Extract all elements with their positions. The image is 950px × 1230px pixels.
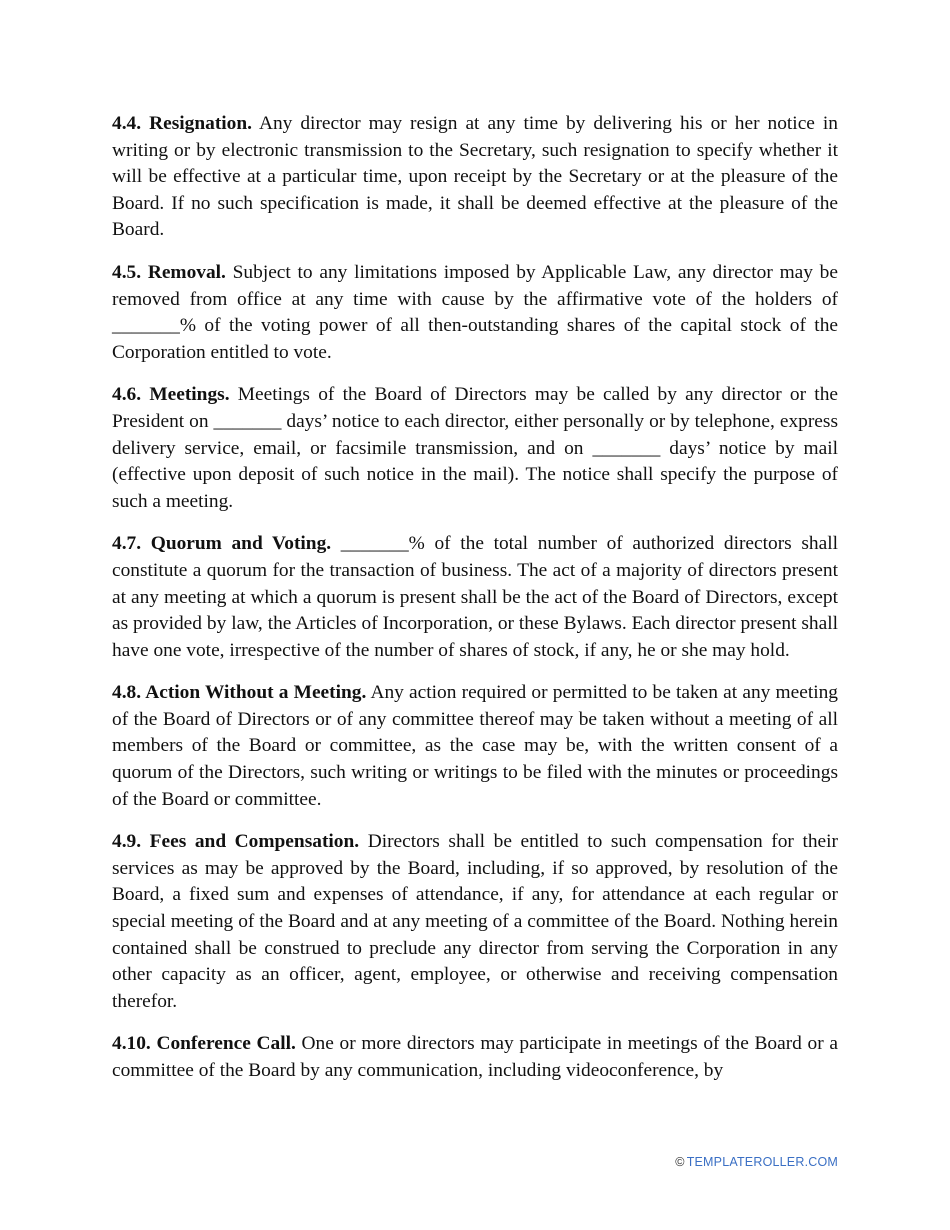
section-title: 4.10. Conference Call.	[112, 1033, 296, 1055]
section-meetings	[112, 382, 838, 515]
section-body: _______% of the total number of authorized directors shall constitute a quorum for the transaction of business. The act of a majority of directors present at any meeting at which a quorum is present shall be the act of the Board of Directors, except as provided by law, the Articles of Incorporation, or these Bylaws. Each director present shall have one vote, irrespective of the number of shares of stock, if any, he or she may hold.	[112, 533, 838, 661]
section-title: 4.7. Quorum and Voting.	[112, 533, 332, 555]
copyright-symbol: ©	[675, 1155, 685, 1169]
section-conference-call	[112, 1031, 838, 1084]
footer-watermark	[675, 1155, 838, 1169]
section-quorum-and-voting	[112, 531, 838, 664]
section-title: 4.8. Action Without a Meeting.	[112, 682, 367, 704]
section-fees-and-compensation	[112, 829, 838, 1015]
document-page	[112, 111, 838, 1101]
section-body: Any director may resign at any time by delivering his or her notice in writing or by electronic transmission to the Secretary, such resignation to specify whether it will be effective at a particular time, upon receipt by the Secretary or at the pleasure of the Board. If no such specification is made, it shall be deemed effective at the pleasure of the Board.	[112, 113, 839, 241]
section-title: 4.6. Meetings.	[112, 384, 230, 406]
section-body: Meetings of the Board of Directors may be called by any director or the President on _______ days’ notice to each director, either personally or by telephone, express delivery service, email, or facsimile transmission, and on _______ days’ notice by mail (effective upon deposit of such notice in the mail). The notice shall specify the purpose of such a meeting.	[112, 384, 838, 512]
section-title: 4.5. Removal.	[112, 261, 226, 283]
section-body: Subject to any limitations imposed by Applicable Law, any director may be removed from office at any time with cause by the affirmative vote of the holders of _______% of the voting power of all then-outstanding shares of the capital stock of the Corporation entitled to vote.	[112, 261, 838, 363]
section-title: 4.4. Resignation.	[112, 113, 252, 134]
section-action-without-meeting	[112, 680, 838, 813]
section-body: Any action required or permitted to be taken at any meeting of the Board of Directors or of any committee thereof may be taken without a meeting of all members of the Board or committee, as the case may be, with the written consent of a quorum of the Directors, such writing or writings to be filed with the minutes or proceedings of the Board or committee.	[112, 682, 838, 810]
section-removal	[112, 260, 838, 366]
footer-brand-link[interactable]: TEMPLATEROLLER.COM	[686, 1155, 838, 1169]
section-body: One or more directors may participate in meetings of the Board or a committee of the Board by any communication, including videoconference, by	[112, 1033, 838, 1081]
section-body: Directors shall be entitled to such compensation for their services as may be approved by the Board, including, if so approved, by resolution of the Board, a fixed sum and expenses of attendance, if any, for attendance at each regular or special meeting of the Board and at any meeting of a committee of the Board. Nothing herein contained shall be construed to preclude any director from serving the Corporation in any other capacity as an officer, agent, employee, or otherwise and receiving compensation therefor.	[112, 831, 838, 1012]
section-resignation	[112, 111, 838, 244]
section-title: 4.9. Fees and Compensation.	[112, 831, 360, 853]
